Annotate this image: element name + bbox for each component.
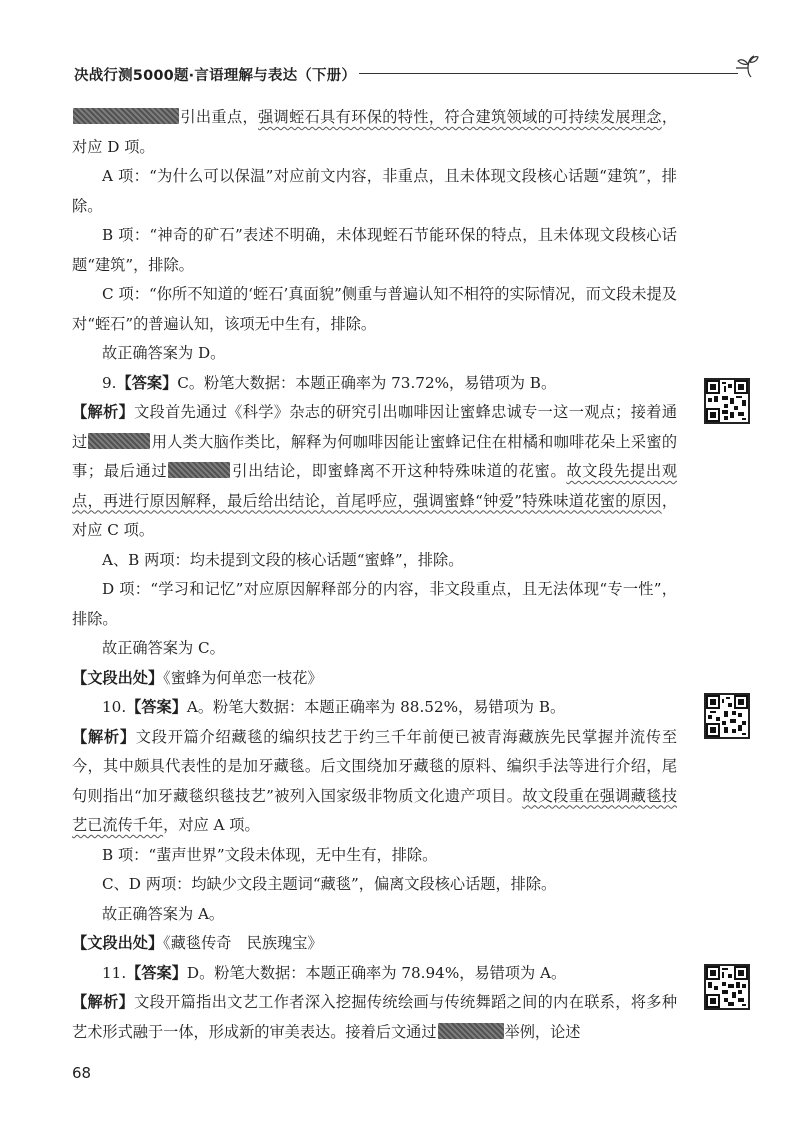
q9-answer-line: 9.【答案】C。粉笔大数据：本题正确率为 73.72%，易错项为 B。 <box>102 373 557 392</box>
q9-option-d: D 项：“学习和记忆”对应原因解释部分的内容，非文段重点，且无法体现“专一性”，排除。 <box>72 580 677 628</box>
page-content <box>72 103 677 1047</box>
q8-option-b: B 项：“神奇的矿石”表述不明确，未体现蛭石节能环保的特点，且未体现文段核心话题“建筑”，排除。 <box>72 226 677 274</box>
q9-analysis: 【解析】文段首先通过《科学》杂志的研究引出咖啡因让蜜蜂忠诚专一这一观点；接着通过 用人类大脑作类比，解释为何咖啡因能让蜜蜂记住在柑橘和咖啡花朵上采蜜的事；最后通过 引出结论，即蜜蜂离不开这种特殊味道的花蜜。故文段先提出观点，再进行原因解释，最后给出结论，首尾呼应，强调蜜蜂“钟爱”特殊味道花蜜的原因，对应 C 项。 <box>72 403 678 539</box>
q8-answer: 故正确答案为 D。 <box>102 344 226 362</box>
key-point-underline: 故文段重在强调藏毯技艺已流传千年 <box>72 786 678 834</box>
q10-answer-line: 10.【答案】A。粉笔大数据：本题正确率为 88.52%，易错项为 B。 <box>102 698 566 716</box>
key-point-underline: 故文段先提出观点，再进行原因解释，最后给出结论，首尾呼应，强调蜜蜂“钟爱”特殊味道花蜜的原因 <box>72 462 678 510</box>
running-header <box>74 60 764 90</box>
q11-answer-line: 11.【答案】D。粉笔大数据：本题正确率为 78.94%，易错项为 A。 <box>102 963 567 982</box>
redacted-text <box>88 433 150 449</box>
book-title: 决战行测5000题·言语理解与表达（下册） <box>74 68 357 84</box>
q9-option-ab: A、B 两项：均未提到文段的核心话题“蜜蜂”，排除。 <box>102 550 464 569</box>
redacted-text <box>168 462 230 478</box>
q8-conclusion: 引出重点，强调蛭石具有环保的特性，符合建筑领域的可持续发展理念，对应 D 项。 <box>72 108 677 156</box>
q10-answer: 故正确答案为 A。 <box>102 904 225 923</box>
redacted-text <box>438 1023 504 1039</box>
q10-analysis: 【解析】文段开篇介绍藏毯的编织技艺于约三千年前便已被青海藏族先民掌握并流传至今，其中颇具代表性的是加牙藏毯。后文围绕加牙藏毯的原料、编织手法等进行介绍，尾句则指出“加牙藏毯织毯技艺”被列入国家级非物质文化遗产项目。故文段重在强调藏毯技艺已流传千年，对应 A 项。 <box>72 727 678 834</box>
qr-code-icon[interactable] <box>704 378 750 424</box>
q10-source: 【文段出处】《藏毯传奇 民族瑰宝》 <box>72 934 323 952</box>
page-number: 68 <box>72 1064 92 1082</box>
q9-source: 【文段出处】《蜜蜂为何单恋一枝花》 <box>72 668 323 687</box>
key-point-underline: 强调蛭石具有环保的特性，符合建筑领域的可持续发展理念 <box>258 108 662 126</box>
header-rule <box>359 73 738 74</box>
qr-code-icon[interactable] <box>704 964 750 1010</box>
q9-answer: 故正确答案为 C。 <box>102 639 225 657</box>
q8-option-a: A 项：“为什么可以保温”对应前文内容，非重点，且未体现文段核心话题“建筑”，排除。 <box>72 167 677 215</box>
redacted-text <box>73 108 179 124</box>
qr-code-icon[interactable] <box>704 693 750 739</box>
q10-option-cd: C、D 两项：均缺少文段主题词“藏毯”，偏离文段核心话题，排除。 <box>102 875 557 893</box>
q11-analysis: 【解析】文段开篇指出文艺工作者深入挖掘传统绘画与传统舞蹈之间的内在联系，将多种艺术形式融于一体，形成新的审美表达。接着后文通过 举例，论述 <box>72 993 678 1041</box>
sprout-icon <box>734 54 760 78</box>
q8-option-c: C 项：“你所不知道的‘蛭石’真面貌”侧重与普遍认知不相符的实际情况，而文段未提及对“蛭石”的普遍认知，该项无中生有，排除。 <box>72 285 677 333</box>
q10-option-b: B 项：“蜚声世界”文段未体现，无中生有，排除。 <box>102 845 438 864</box>
